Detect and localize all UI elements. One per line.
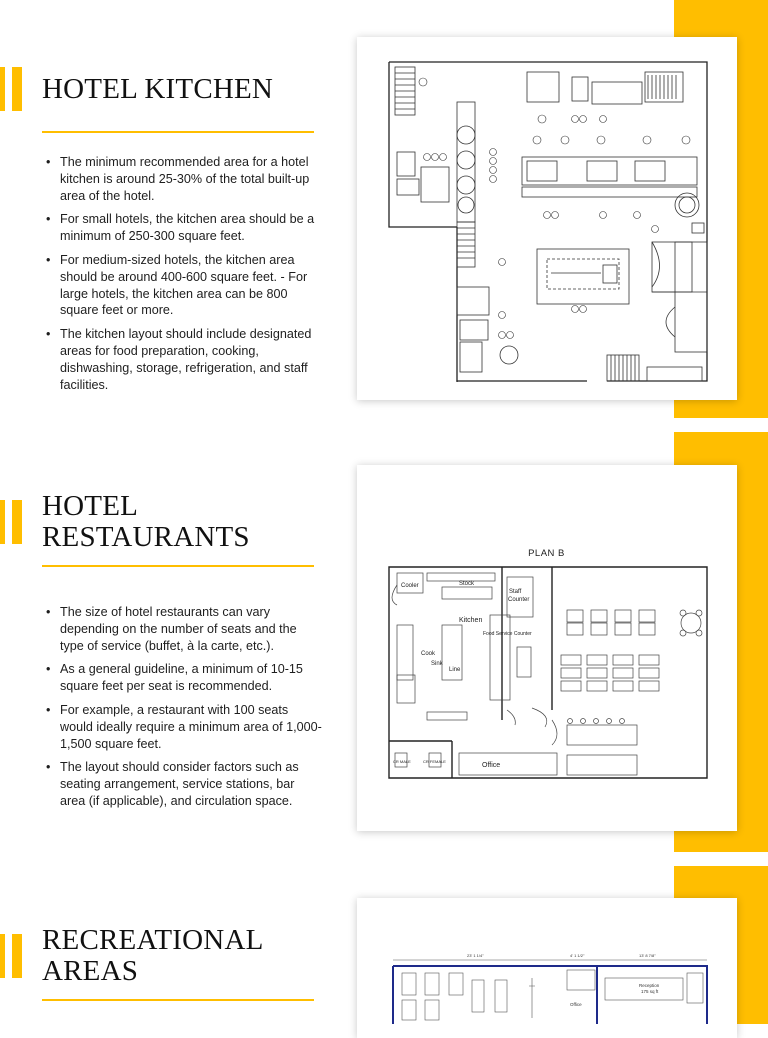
title-underline (42, 131, 314, 133)
plan-dimension: 13' 8 7/8" (639, 953, 656, 958)
plan-label-stock: Stock (459, 581, 475, 587)
plan-label-reception-area: 175 sq ft (641, 989, 659, 994)
bullet-item: • As a general guideline, a minimum of 10-15 square feet per seat is recommended. (44, 661, 322, 695)
section-marker (0, 67, 23, 111)
plan-label-kitchen: Kitchen (459, 617, 483, 624)
plan-label-cr-female: CR FEMALE (423, 759, 446, 764)
plan-label-office: Office (570, 1002, 582, 1007)
section-title: HOTEL KITCHEN (42, 73, 274, 105)
plan-label-cr-male: CR MALE (393, 759, 411, 764)
section-title: HOTEL RESTAURANTS (42, 490, 250, 553)
title-underline (42, 999, 314, 1001)
section-marker (0, 934, 23, 978)
plan-label-reception: Reception (639, 983, 660, 988)
section-title: RECREATIONAL AREAS (42, 924, 263, 987)
bullet-list (44, 154, 322, 400)
restaurant-floor-plan-image (357, 465, 737, 831)
bullet-item: • The minimum recommended area for a hotel kitchen is around 25-30% of the total built-up area of the hotel. (44, 154, 322, 204)
kitchen-floor-plan-image (357, 37, 737, 400)
plan-label-line: Line (449, 667, 461, 673)
plan-label-cook: Cook (421, 651, 436, 657)
plan-heading: PLAN B (528, 548, 565, 559)
title-underline (42, 565, 314, 567)
bullet-item: • For example, a restaurant with 100 seats would ideally require a minimum area of 1,000-1,500 square feet. (44, 702, 322, 752)
plan-dimension: 23' 1 1/4" (467, 953, 484, 958)
plan-label-cooler: Cooler (401, 583, 419, 589)
restaurant-floor-plan-drawing (357, 465, 737, 831)
plan-label-office: Office (482, 762, 501, 769)
bullet-item: • The layout should consider factors such as seating arrangement, service stations, bar area (if applicable), and circulation space. (44, 759, 322, 809)
plan-dimension: 4' 1 1/2" (570, 953, 585, 958)
bullet-item: • For medium-sized hotels, the kitchen area should be around 400-600 square feet. - For large hotels, the kitchen area can be 800 square feet or more. (44, 252, 322, 319)
plan-label-counter: Counter (508, 597, 530, 603)
bullet-item: • The kitchen layout should include designated areas for food preparation, cooking, dishwashing, storage, refrigeration, and staff facilities. (44, 326, 322, 393)
plan-label-staff: Staff (509, 589, 522, 595)
section-marker (0, 500, 23, 544)
plan-label-sink: Sink (431, 661, 443, 667)
bullet-item: • For small hotels, the kitchen area should be a minimum of 250-300 square feet. (44, 211, 322, 245)
kitchen-floor-plan-drawing (357, 37, 737, 400)
bullet-item: • The size of hotel restaurants can vary depending on the number of seats and the type of service (buffet, à la carte, etc.). (44, 604, 322, 654)
bullet-list (44, 604, 322, 817)
recreational-floor-plan-drawing (357, 898, 737, 1024)
recreational-floor-plan-image (357, 898, 737, 1038)
plan-label-food-service-counter: Food Service Counter (483, 631, 532, 637)
